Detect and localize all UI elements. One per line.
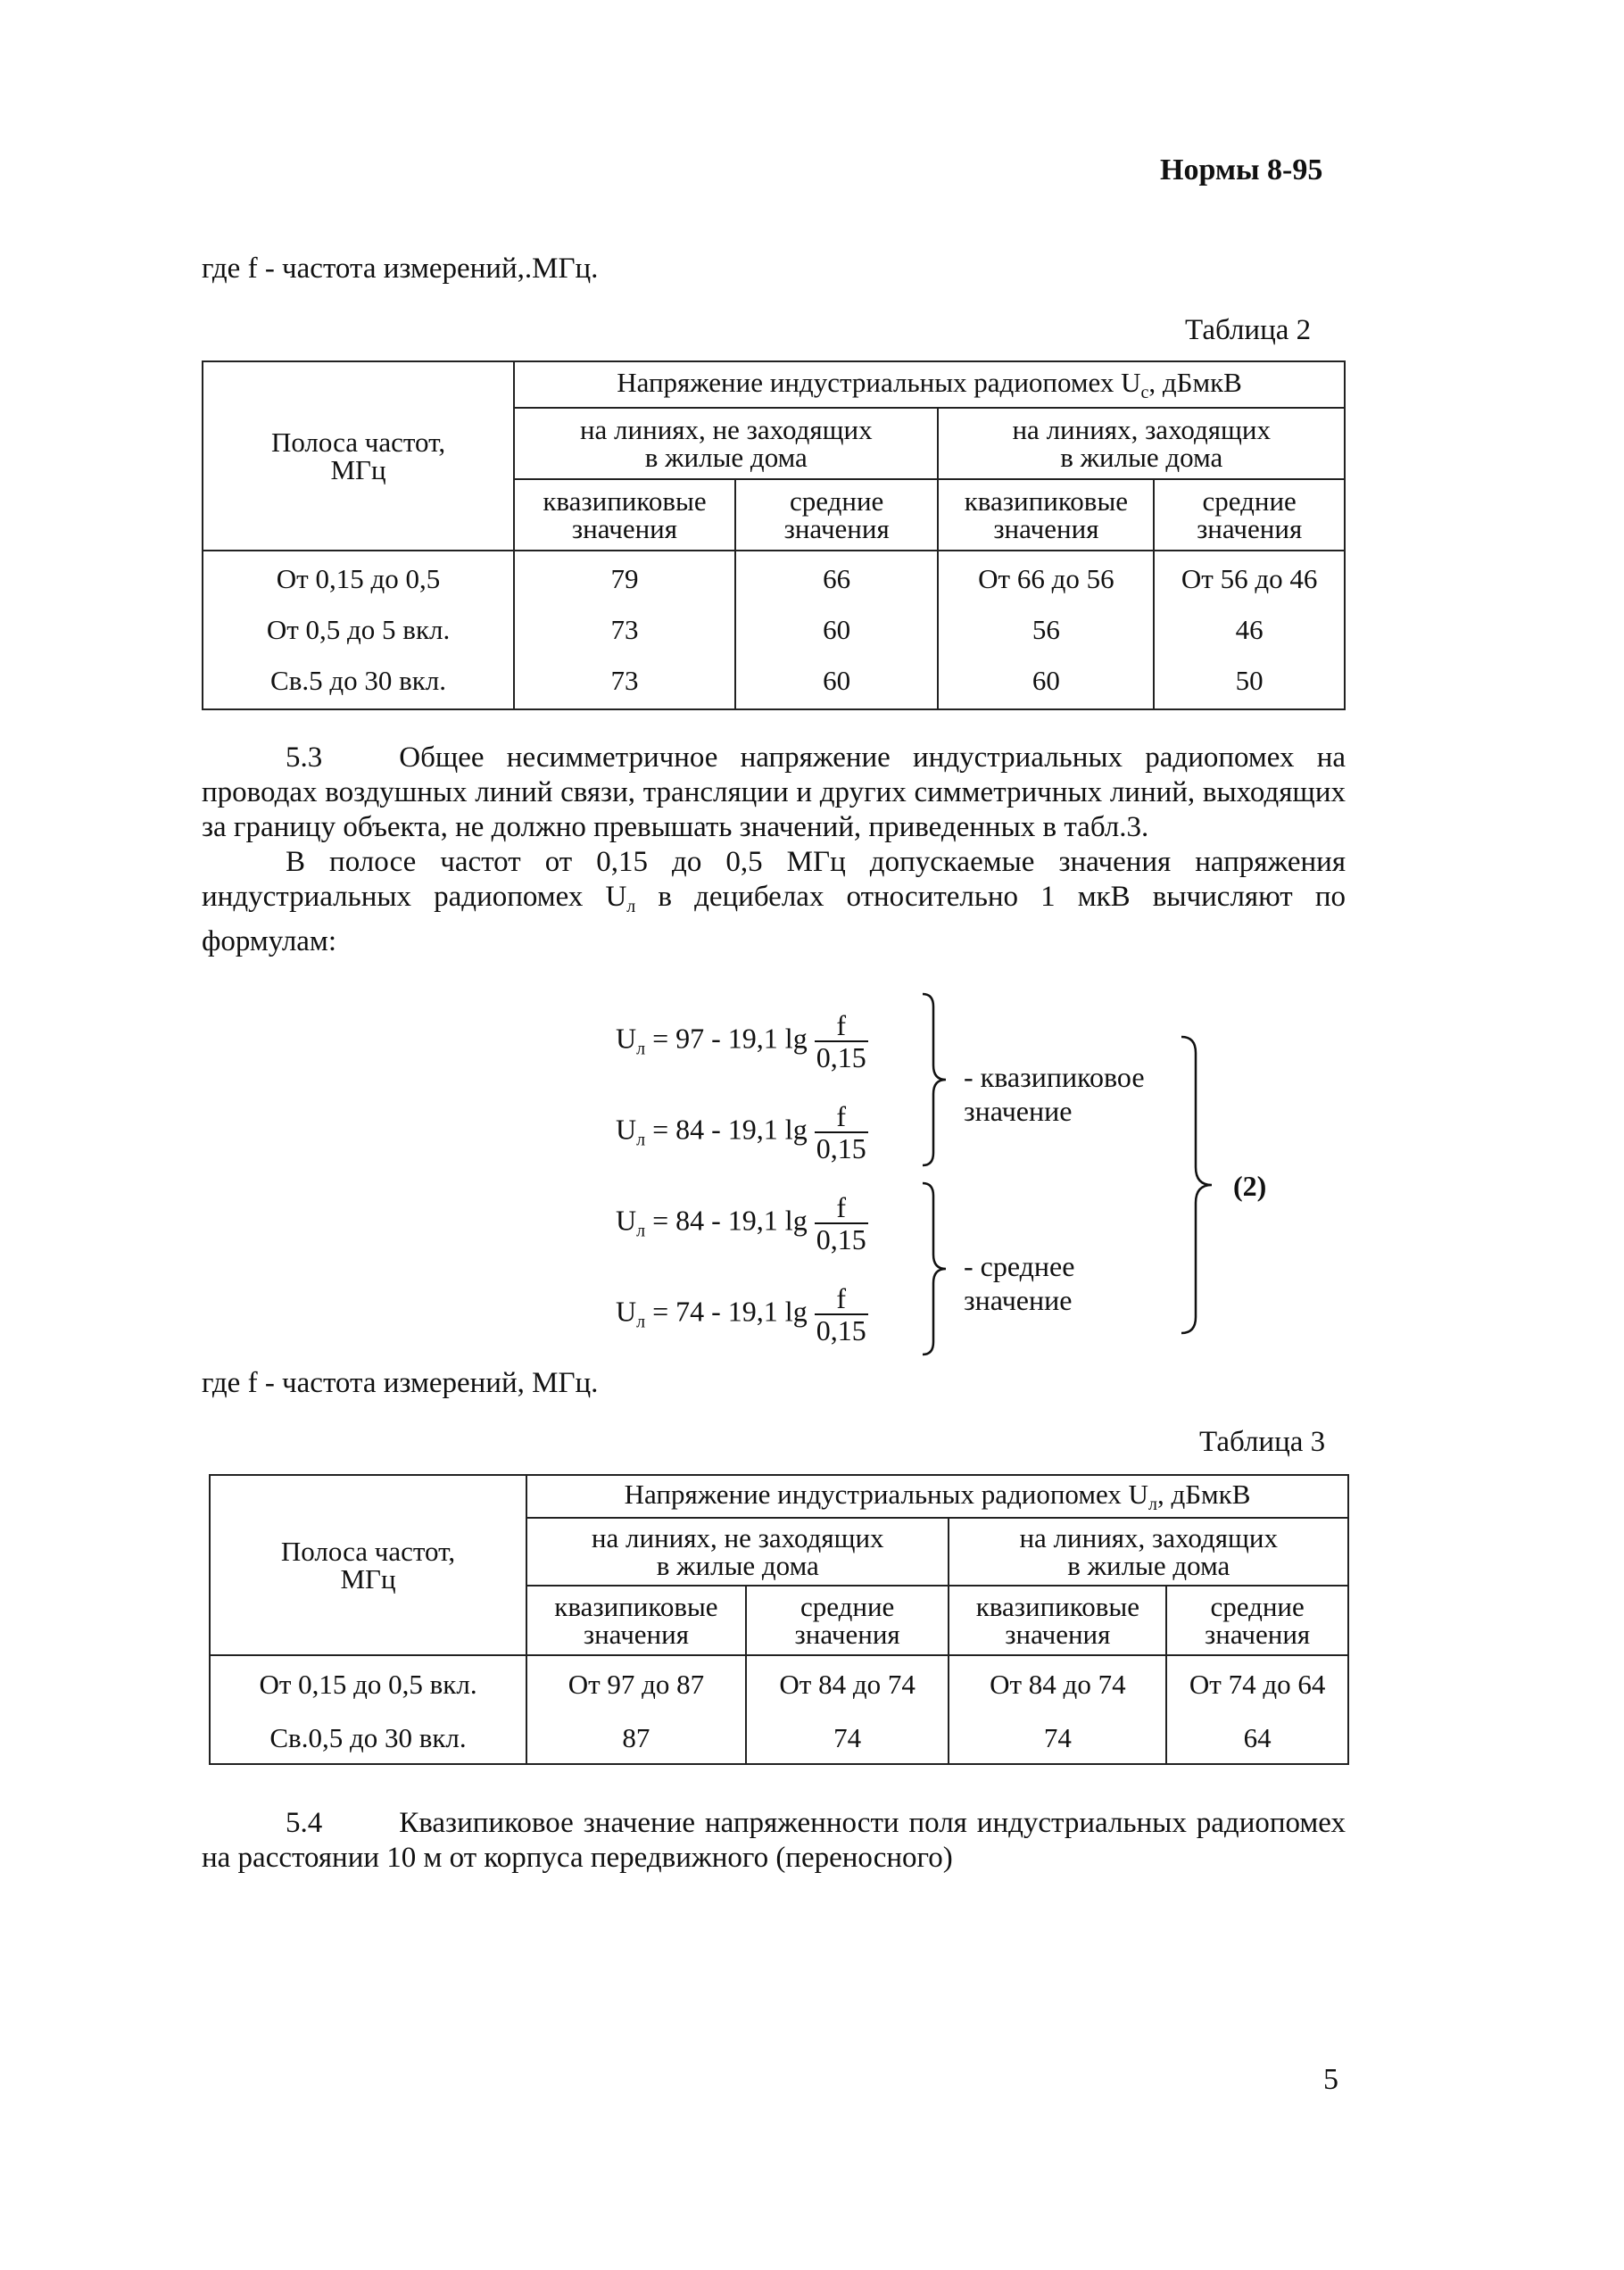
- page-number: 5: [1323, 2063, 1338, 2096]
- table3-band: Св.0,5 до 30 вкл.: [210, 1712, 526, 1764]
- table3-group-header: Напряжение индустриальных радиопомех $U_л$, дБмкВ: [526, 1475, 1348, 1518]
- table-cell: От 84 до 74: [949, 1655, 1166, 1712]
- table-cell: 64: [1166, 1712, 1348, 1764]
- table-cell: 73: [514, 652, 735, 709]
- table-cell: 46: [1154, 606, 1345, 652]
- table-row: [203, 551, 1345, 606]
- table-cell: 56: [938, 606, 1154, 652]
- right-brace-icon: [1178, 1033, 1222, 1337]
- table-cell: 60: [735, 606, 939, 652]
- table3-col-header: квазипиковые значения: [949, 1586, 1166, 1655]
- section-5-3-formula-intro: В полосе частот от 0,15 до 0,5 МГц допускаемые значения напряжения индустриальных радиопомех $U_л$ в децибелах относительно 1 мкВ вычисляют по формулам:: [202, 846, 1346, 957]
- table3: [209, 1474, 1349, 1765]
- quasi-peak-label: - квазипиковое значение: [964, 1061, 1145, 1127]
- table-cell: От 56 до 46: [1154, 551, 1345, 606]
- table2: [202, 360, 1346, 710]
- table3-row-header: Полоса частот, МГц: [210, 1475, 526, 1655]
- section-5-4: [202, 1806, 1346, 1876]
- table2-band: От 0,5 до 5 вкл.: [203, 606, 514, 652]
- section-5-4-paragraph: Квазипиковое значение напряженности поля индустриальных радиопомех на расстоянии 10 м от корпуса передвижного (переносного): [202, 1807, 1346, 1874]
- table2-col-header: средние значения: [735, 479, 939, 551]
- right-brace-icon: [919, 1180, 955, 1358]
- table-cell: 87: [526, 1712, 746, 1764]
- table-cell: 74: [746, 1712, 949, 1764]
- table2-subgroup-residential: на линиях, заходящих в жилые дома: [938, 408, 1345, 479]
- table-cell: От 97 до 87: [526, 1655, 746, 1712]
- table2-band: От 0,15 до 0,5: [203, 551, 514, 606]
- formula-line: $U_л = 84 - 19,1$ lg $\frac{f}{0,15}$: [616, 1191, 866, 1255]
- table3-col-header: квазипиковые значения: [526, 1586, 746, 1655]
- table-cell: 50: [1154, 652, 1345, 709]
- mean-value-label: - среднее значение: [964, 1250, 1075, 1316]
- table2-band: Св.5 до 30 вкл.: [203, 652, 514, 709]
- table3-col-header: средние значения: [1166, 1586, 1348, 1655]
- table-cell: 60: [938, 652, 1154, 709]
- table-row: [210, 1655, 1348, 1712]
- table-cell: 66: [735, 551, 939, 606]
- table3-band: От 0,15 до 0,5 вкл.: [210, 1655, 526, 1712]
- formula-line: $U_л = 97 - 19,1$ lg $\frac{f}{0,15}$: [616, 1009, 866, 1073]
- table-cell: 60: [735, 652, 939, 709]
- table3-col-header: средние значения: [746, 1586, 949, 1655]
- section-number: 5.3: [286, 741, 323, 774]
- section-5-3-paragraph: Общее несимметричное напряжение индустриальных радиопомех на проводах воздушных линий связи, трансляции и других симметричных линий, выходящих за границу объекта, не должно превышать значений, приведенных в табл.3.: [202, 741, 1346, 843]
- table-cell: 79: [514, 551, 735, 606]
- table-row: [210, 1712, 1348, 1764]
- table-row: [203, 652, 1345, 709]
- table-cell: От 74 до 64: [1166, 1655, 1348, 1712]
- document-header: Нормы 8-95: [1160, 153, 1323, 186]
- table2-col-header: квазипиковые значения: [514, 479, 735, 551]
- table2-row-header: Полоса частот, МГц: [203, 361, 514, 551]
- formula-block: [616, 990, 1294, 1365]
- table3-subgroup-residential: на линиях, заходящих в жилые дома: [949, 1518, 1348, 1586]
- table3-caption: Таблица 3: [1199, 1426, 1326, 1458]
- table-cell: От 66 до 56: [938, 551, 1154, 606]
- right-brace-icon: [919, 990, 955, 1169]
- formula-line: $U_л = 74 - 19,1$ lg $\frac{f}{0,15}$: [616, 1282, 866, 1346]
- table-cell: От 84 до 74: [746, 1655, 949, 1712]
- table-cell: 74: [949, 1712, 1166, 1764]
- table2-col-header: квазипиковые значения: [938, 479, 1154, 551]
- frequency-definition-line: где f - частота измерений,.МГц.: [202, 253, 599, 285]
- table2-col-header: средние значения: [1154, 479, 1345, 551]
- formula-line: $U_л = 84 - 19,1$ lg $\frac{f}{0,15}$: [616, 1100, 866, 1164]
- table2-group-header: Напряжение индустриальных радиопомех $U_c$, дБмкВ: [514, 361, 1345, 408]
- table2-caption: Таблица 2: [1185, 314, 1312, 346]
- section-number: 5.4: [286, 1807, 323, 1839]
- equation-number: (2): [1233, 1170, 1267, 1202]
- table3-subgroup-not-residential: на линиях, не заходящих в жилые дома: [526, 1518, 949, 1586]
- table-row: [203, 606, 1345, 652]
- frequency-definition-line: где f - частота измерений, МГц.: [202, 1367, 599, 1399]
- section-5-3: [202, 741, 1346, 959]
- table2-subgroup-not-residential: на линиях, не заходящих в жилые дома: [514, 408, 938, 479]
- table-cell: 73: [514, 606, 735, 652]
